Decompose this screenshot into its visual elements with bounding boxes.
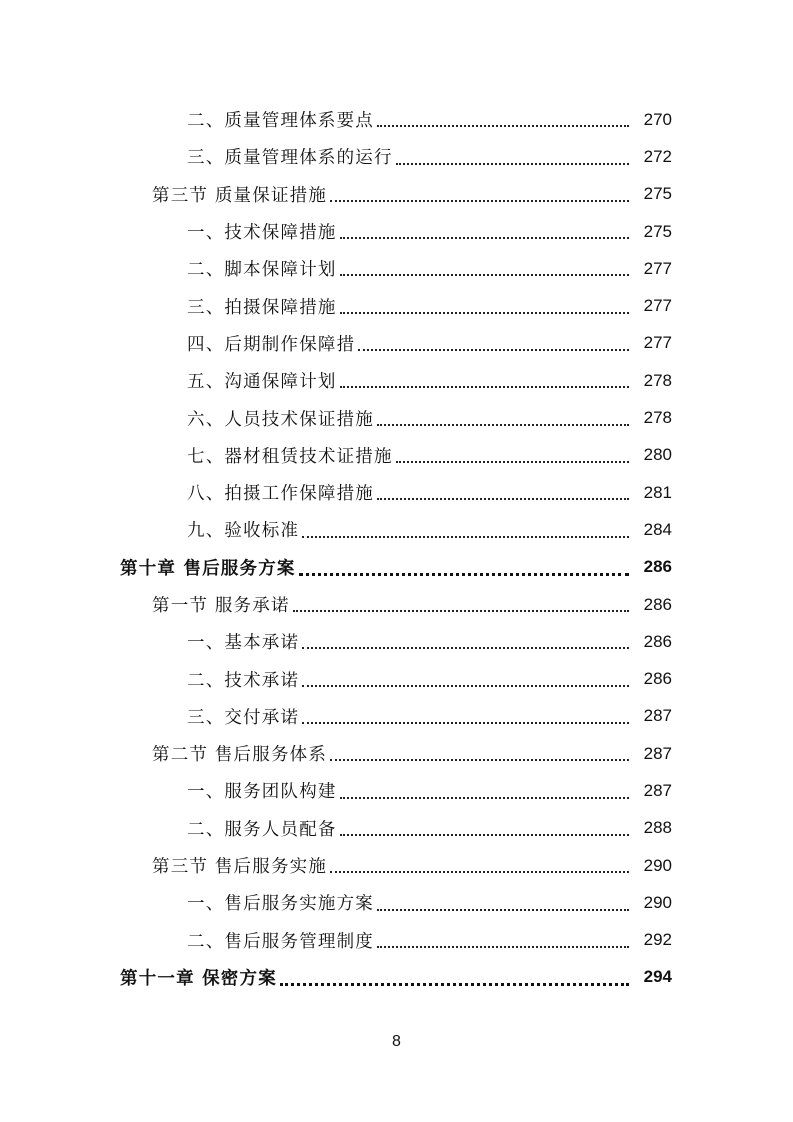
toc-entry-page-number: 272 <box>643 146 672 166</box>
toc-leader-dots <box>330 870 629 873</box>
toc-leader-dots <box>377 423 629 426</box>
toc-entry-page-number: 281 <box>643 482 672 502</box>
toc-entry-page-number: 278 <box>643 408 672 428</box>
toc-leader-dots <box>377 124 629 127</box>
toc-entry-label: 第一节 服务承诺 <box>152 596 290 616</box>
toc-subsection-entry[interactable] <box>0 362 793 399</box>
toc-subsection-entry[interactable] <box>0 250 793 287</box>
toc-entry-label: 九、验收标准 <box>187 521 300 542</box>
toc-subsection-entry[interactable] <box>0 623 793 660</box>
toc-leader-dots <box>330 199 629 202</box>
toc-entry-label: 六、人员技术保证措施 <box>187 409 374 430</box>
toc-leader-dots <box>340 796 629 799</box>
toc-subsection-entry[interactable] <box>0 810 793 847</box>
toc-entry-page-number: 294 <box>643 967 672 987</box>
toc-entry-label: 二、质量管理体系要点 <box>187 111 374 132</box>
toc-entry-label: 一、服务团队构建 <box>187 782 337 803</box>
toc-subsection-entry[interactable] <box>0 138 793 175</box>
toc-subsection-entry[interactable] <box>0 287 793 324</box>
toc-chapter-entry[interactable] <box>0 549 793 586</box>
toc-entry-label: 三、质量管理体系的运行 <box>187 148 393 169</box>
toc-entry-label: 四、后期制作保障措 <box>187 334 356 355</box>
toc-leader-dots <box>340 311 629 314</box>
toc-subsection-entry[interactable] <box>0 511 793 548</box>
toc-leader-dots <box>299 572 629 576</box>
toc-entry-page-number: 287 <box>643 780 672 800</box>
toc-subsection-entry[interactable] <box>0 884 793 921</box>
toc-entry-page-number: 286 <box>643 669 672 689</box>
toc-subsection-entry[interactable] <box>0 101 793 138</box>
toc-entry-label: 五、沟通保障计划 <box>187 372 337 393</box>
toc-leader-dots <box>340 273 629 276</box>
toc-subsection-entry[interactable] <box>0 213 793 250</box>
toc-entry-label: 七、器材租赁技术证措施 <box>187 446 393 467</box>
toc-entry-label: 一、售后服务实施方案 <box>187 894 374 915</box>
toc-subsection-entry[interactable] <box>0 437 793 474</box>
toc-entry-label: 二、服务人员配备 <box>187 819 337 840</box>
toc-entry-page-number: 286 <box>643 594 672 614</box>
toc-subsection-entry[interactable] <box>0 399 793 436</box>
toc-leader-dots <box>340 385 629 388</box>
toc-entry-label: 一、基本承诺 <box>187 633 300 654</box>
toc-entry-label: 第三节 售后服务实施 <box>152 857 328 878</box>
toc-leader-dots <box>293 609 629 612</box>
toc-entry-label: 第二节 售后服务体系 <box>152 745 328 766</box>
toc-leader-dots <box>396 162 629 165</box>
toc-entry-label: 一、技术保障措施 <box>187 223 337 244</box>
toc-entry-page-number: 277 <box>643 296 672 316</box>
toc-section-entry[interactable] <box>0 735 793 772</box>
toc-entry-page-number: 284 <box>643 519 672 539</box>
toc-subsection-entry[interactable] <box>0 660 793 697</box>
toc-leader-dots <box>280 982 629 986</box>
toc-leader-dots <box>358 348 629 351</box>
toc-leader-dots <box>377 497 629 500</box>
toc-entry-page-number: 286 <box>643 557 672 577</box>
toc-leader-dots <box>302 684 629 687</box>
toc-entry-page-number: 290 <box>643 892 672 912</box>
toc-entry-page-number: 288 <box>643 818 672 838</box>
toc-leader-dots <box>340 236 629 239</box>
toc-entry-label: 第十章 售后服务方案 <box>120 558 296 579</box>
toc-entry-page-number: 277 <box>643 258 672 278</box>
toc-section-entry[interactable] <box>0 847 793 884</box>
toc-entry-label: 三、拍摄保障措施 <box>187 297 337 318</box>
toc-subsection-entry[interactable] <box>0 922 793 959</box>
toc-leader-dots <box>330 758 629 761</box>
toc-entry-page-number: 277 <box>643 333 672 353</box>
toc-leader-dots <box>340 833 629 836</box>
toc-entry-page-number: 287 <box>643 743 672 763</box>
toc-subsection-entry[interactable] <box>0 474 793 511</box>
toc-entry-page-number: 287 <box>643 706 672 726</box>
toc-leader-dots <box>302 721 629 724</box>
toc-entry-page-number: 292 <box>643 930 672 950</box>
toc-leader-dots <box>302 646 629 649</box>
toc-entry-label: 第三节 质量保证措施 <box>152 185 328 206</box>
toc-entry-label: 三、交付承诺 <box>187 707 300 728</box>
toc-section-entry[interactable] <box>0 176 793 213</box>
toc-subsection-entry[interactable] <box>0 772 793 809</box>
toc-leader-dots <box>396 460 629 463</box>
toc-entry-page-number: 280 <box>643 445 672 465</box>
toc-entry-page-number: 290 <box>643 855 672 875</box>
toc-subsection-entry[interactable] <box>0 698 793 735</box>
toc-entry-page-number: 278 <box>643 370 672 390</box>
toc-leader-dots <box>377 945 629 948</box>
toc-entry-page-number: 275 <box>643 221 672 241</box>
toc-entry-label: 二、售后服务管理制度 <box>187 931 374 952</box>
toc-entry-label: 二、脚本保障计划 <box>187 260 337 281</box>
toc-section-entry[interactable] <box>0 586 793 623</box>
toc-entry-page-number: 275 <box>643 184 672 204</box>
table-of-contents <box>0 101 793 996</box>
toc-entry-label: 八、拍摄工作保障措施 <box>187 484 374 505</box>
toc-subsection-entry[interactable] <box>0 325 793 362</box>
toc-entry-label: 第十一章 保密方案 <box>120 968 277 989</box>
toc-leader-dots <box>302 535 629 538</box>
toc-entry-page-number: 286 <box>643 631 672 651</box>
page-number: 8 <box>392 1033 401 1050</box>
toc-leader-dots <box>377 908 629 911</box>
toc-entry-label: 二、技术承诺 <box>187 670 300 691</box>
toc-chapter-entry[interactable] <box>0 959 793 996</box>
toc-entry-page-number: 270 <box>643 109 672 129</box>
